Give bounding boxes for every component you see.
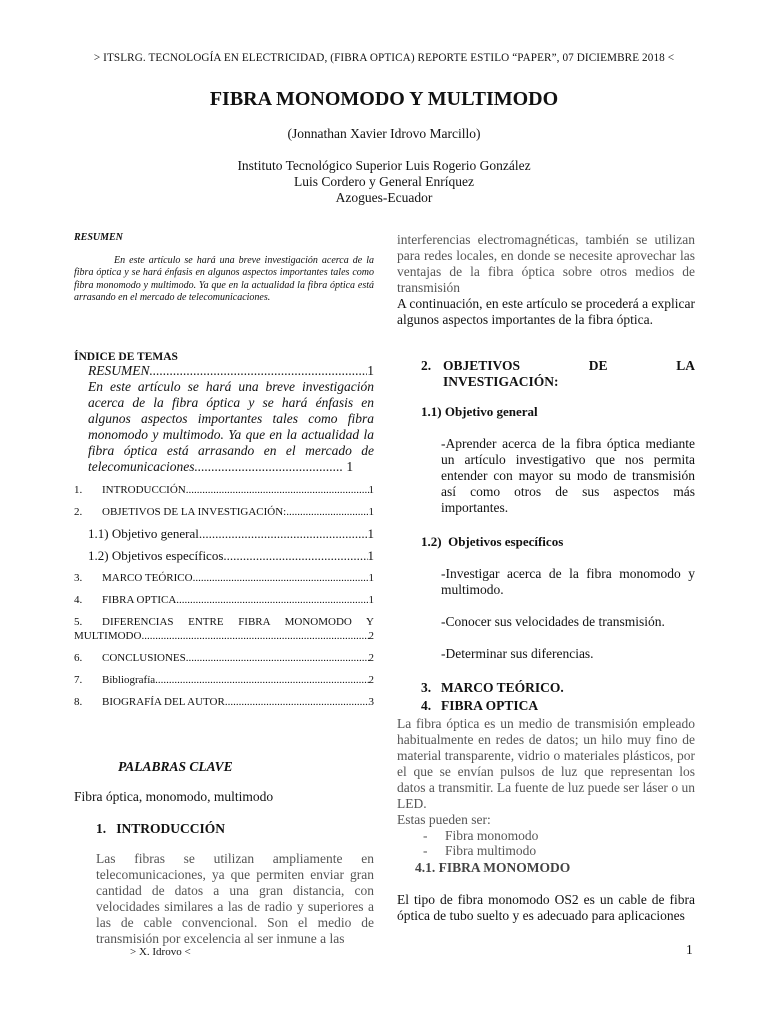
toc-entry-page: 2	[368, 651, 374, 664]
intro-continued-text-2: A continuación, en este artículo se procederá a explicar algunos aspectos importantes de la fibra óptica.	[397, 296, 695, 327]
intro-heading: 1. INTRODUCCIÓN	[96, 820, 226, 836]
toc-entry-page: 1	[368, 593, 374, 606]
toc-entry-label: CONCLUSIONES	[102, 651, 186, 664]
author-name: (Jonnathan Xavier Idrovo Marcillo)	[287, 126, 481, 141]
fibra-monomodo-heading: 4.1. FIBRA MONOMODO	[415, 860, 571, 875]
objetivo-especifico-item: -Determinar sus diferencias.	[441, 646, 594, 661]
heading-word: OBJETIVOS	[443, 358, 521, 373]
affiliation-line: Instituto Tecnológico Superior Luis Rogerio González	[237, 158, 531, 173]
toc-entry-conclusiones[interactable]	[74, 651, 374, 665]
objetivo-general-text: -Aprender acerca de la fibra óptica mediante un artículo investigativo que nos permita entender con mayor su modo de transmisión así como otros de sus aspectos más importantes.	[441, 436, 695, 515]
toc-entry-label: MARCO TEÓRICO	[102, 571, 193, 584]
toc-entry-objetivo-general[interactable]	[88, 526, 374, 541]
toc-entry-introduccion[interactable]	[74, 483, 374, 497]
marco-teorico-heading: 3. MARCO TEÓRICO.	[421, 680, 564, 695]
toc-entry-abstract[interactable]: En este artículo se hará una breve investigación acerca de la fibra óptica y se hará énfasis en algunos aspectos importantes tales como fibra monomodo y multimodo. Ya que en la actualidad la fibra óptica está arrasando en el mercado de telecomunicaciones............................................ 1	[88, 378, 374, 474]
resumen-heading: RESUMEN	[74, 232, 123, 243]
objetivo-general-heading: 1.1) Objetivo general	[421, 404, 538, 419]
affiliation	[0, 158, 768, 206]
toc-entry-number: 7.	[74, 673, 83, 686]
toc-entry-page: 1	[368, 571, 374, 584]
toc-entry-marco-teorico[interactable]	[74, 571, 374, 585]
fibra-optica-heading: 4. FIBRA OPTICA	[421, 698, 539, 713]
toc-entry-label: OBJETIVOS DE LA INVESTIGACIÓN:	[102, 505, 287, 518]
toc-entry-number: 3.	[74, 571, 83, 584]
toc-entry-page: 2	[368, 673, 374, 686]
intro-continued-text: interferencias electromagnéticas, también se utilizan para redes locales, en donde se necesite aprovechar las ventajas de la fibra óptica sobre otros medios de transmisión	[397, 232, 695, 295]
toc-entry-number: 6.	[74, 651, 83, 664]
paper-title: FIBRA MONOMODO Y MULTIMODO	[209, 88, 559, 110]
toc-entry-resumen[interactable]	[88, 363, 374, 379]
list-item: - Fibra multimodo	[423, 843, 537, 858]
toc-entry-label: En este artículo se hará una breve investigación acerca de la fibra óptica y se hará énfasis en algunos aspectos importantes tales como fibra monomodo y multimodo. Ya que en la actualidad la fibra óptica está arrasando en el mercado de telecomunicaciones.	[88, 378, 374, 474]
toc-entry-page: 1	[367, 547, 374, 563]
footer-author: > X. Idrovo <	[130, 946, 191, 958]
toc-entry-page: 3	[368, 695, 374, 708]
toc-entry-number: 8.	[74, 695, 83, 708]
objetivo-especifico-item: -Investigar acerca de la fibra monomodo y multimodo.	[441, 566, 695, 597]
intro-text: Las fibras se utilizan ampliamente en telecomunicaciones, ya que permiten enviar gran cantidad de datos a una gran distancia, con velocidades similares a las de radio y superiores a las de cable convencional. Son el medio de transmisión por excelencia al ser inmune a las	[96, 850, 374, 946]
toc-entry-label: 1.1) Objetivo general	[88, 525, 199, 541]
fibra-optica-text: La fibra óptica es un medio de transmisión empleado habitualmente en redes de datos; un hilo muy fino de material transparente, vidrio o materiales plásticos, por el que se envían pulsos de luz que representan los datos a transmitir. La fuente de luz puede ser láser o un LED.	[397, 716, 695, 811]
toc-entry-page: 1	[368, 505, 374, 518]
toc-entry-label: RESUMEN	[88, 362, 150, 378]
toc-entry-label: BIOGRAFÍA DEL AUTOR.	[102, 695, 228, 708]
toc-entry-objetivos-especificos[interactable]	[88, 548, 374, 563]
affiliation-line: Azogues-Ecuador	[335, 190, 433, 205]
toc-entry-number: 1.	[74, 483, 83, 496]
list-item: - Fibra monomodo	[423, 828, 539, 843]
right-column	[397, 232, 695, 924]
objetivo-especifico-item: -Conocer sus velocidades de transmisión.	[441, 614, 665, 629]
pueden-ser-text: Estas pueden ser:	[397, 812, 491, 827]
objectives-heading	[421, 358, 695, 390]
objetivos-especificos-heading: 1.2) Objetivos específicos	[421, 534, 564, 549]
left-column	[74, 232, 374, 947]
toc-entry-label: Bibliografía	[102, 673, 156, 686]
toc-entry-number: 4.	[74, 593, 83, 606]
toc-heading: ÍNDICE DE TEMAS	[74, 350, 178, 363]
toc-entry-label: 1.2) Objetivos específicos	[88, 547, 224, 563]
toc-entry-label: DIFERENCIAS ENTRE FIBRA MONOMODO Y	[102, 615, 374, 628]
abstract-text: En este artículo se hará una breve investigación acerca de la fibra óptica y se hará énfasis en algunos aspectos importantes tales como fibra monomodo y multimodo. Ya que en la actualidad la fibra óptica está arrasando en el mercado de telecomunicaciones.	[74, 255, 374, 304]
keywords-heading: PALABRAS CLAVE	[118, 758, 233, 774]
page-number: 1	[686, 942, 693, 957]
toc-entry-page: 1	[346, 458, 354, 474]
toc-entry-fibra-optica[interactable]	[74, 593, 374, 607]
toc-entry-bibliografia[interactable]	[74, 673, 374, 687]
toc-entry-number: 2.	[74, 505, 83, 518]
toc-entry-label: FIBRA OPTICA	[102, 593, 177, 606]
toc-entry-diferencias[interactable]	[74, 615, 374, 643]
toc-entry-objetivos[interactable]	[74, 505, 374, 519]
running-header: > ITSLRG. TECNOLOGÍA EN ELECTRICIDAD, (FIBRA OPTICA) REPORTE ESTILO “PAPER”, 07 DICIEMBRE 2018 <	[93, 52, 675, 64]
keywords-text: Fibra óptica, monomodo, multimodo	[74, 788, 274, 804]
heading-word: DE	[588, 358, 608, 373]
toc-entry-page: 1	[367, 362, 374, 378]
toc-entry-label: INTRODUCCIÓN	[102, 483, 186, 496]
heading-word: LA	[676, 358, 695, 373]
toc-entry-page: 1	[368, 483, 374, 496]
toc-entry-label: MULTIMODO	[74, 629, 142, 642]
heading-word: INVESTIGACIÓN:	[443, 374, 559, 389]
toc-entry-biografia[interactable]	[74, 695, 374, 709]
affiliation-line: Luis Cordero y General Enríquez	[294, 174, 474, 189]
toc-entry-page: 2	[368, 629, 374, 642]
fibra-monomodo-text: El tipo de fibra monomodo OS2 es un cable de fibra óptica de tubo suelto y es adecuado para aplicaciones	[397, 892, 695, 923]
toc-entry-page: 1	[367, 525, 374, 541]
toc-entry-number: 5.	[74, 615, 83, 628]
section-number: 2.	[421, 358, 432, 373]
